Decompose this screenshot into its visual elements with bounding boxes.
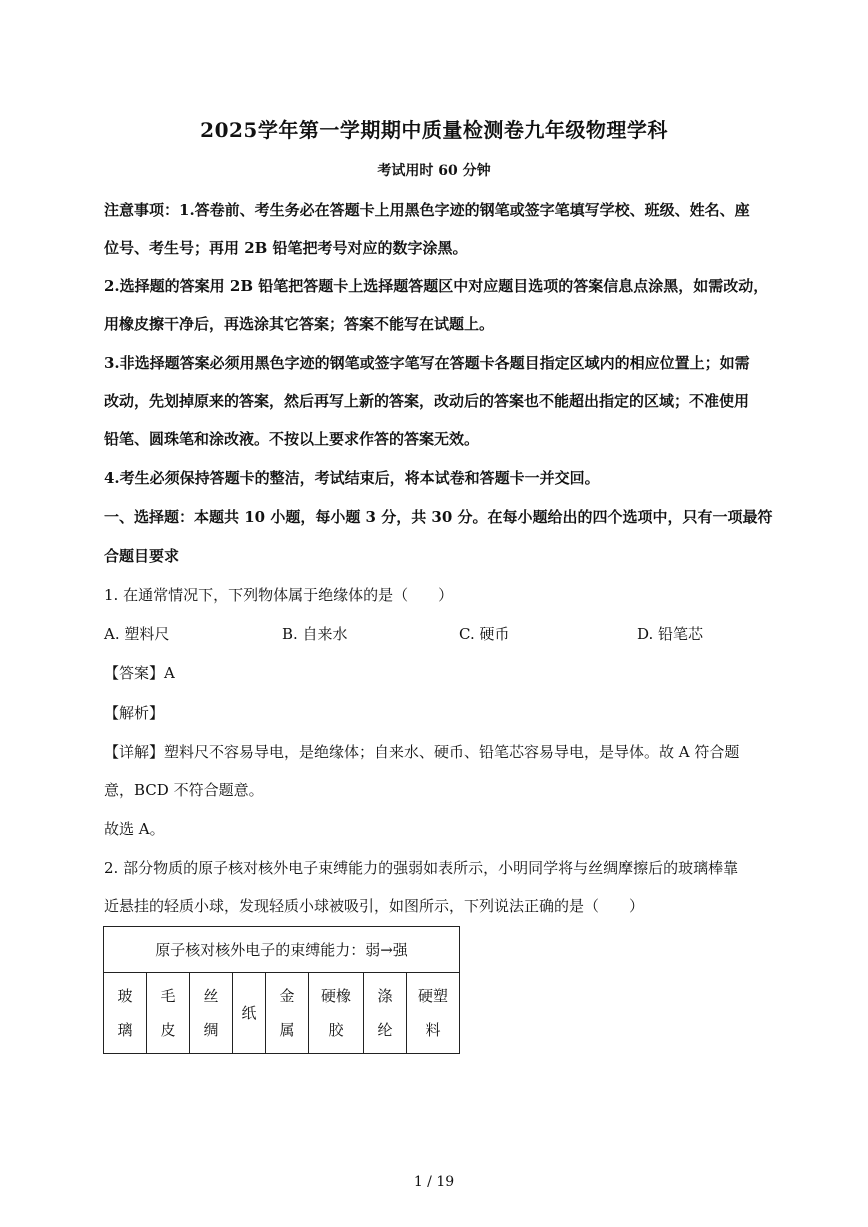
- notice-line: 位号、考生号；再用 2B 铅笔把考号对应的数字涂黑。: [104, 239, 468, 257]
- exam-title: 2025学年第一学期期中质量检测卷九年级物理学科: [200, 118, 668, 142]
- notice-line: 3.非选择题答案必须用黑色字迹的钢笔或签字笔写在答题卡各题目指定区域内的相应位置上；如需: [104, 354, 750, 372]
- notice-line: 4.考生必须保持答题卡的整洁，考试结束后，将本试卷和答题卡一并交回。: [104, 469, 600, 487]
- binding-ability-table: [103, 926, 460, 1054]
- q1-analysis-label: 【解析】: [104, 704, 165, 722]
- notice-line: 用橡皮擦干净后，再选涂其它答案；答案不能写在试题上。: [104, 315, 495, 333]
- q1-option-b: B. 自来水: [282, 625, 348, 643]
- page-number: 1 / 19: [413, 1174, 455, 1190]
- q1-answer: 【答案】A: [104, 664, 175, 682]
- table-cell-silk: 丝 绸: [190, 973, 233, 1054]
- table-cell-hard-plastic: 硬塑 料: [407, 973, 460, 1054]
- q1-detail-line: 【详解】塑料尺不容易导电，是绝缘体；自来水、硬币、铅笔芯容易导电，是导体。故 A 符合题: [104, 743, 740, 761]
- section-heading: 一、选择题：本题共 10 小题，每小题 3 分，共 30 分。在每小题给出的四个选项中，只有一项最符: [104, 508, 773, 526]
- table-cell-hard-rubber: 硬橡 胶: [309, 973, 364, 1054]
- table-header: 原子核对核外电子的束缚能力：弱→强: [104, 927, 460, 973]
- table-cell-glass: 玻 璃: [104, 973, 147, 1054]
- notice-line: 注意事项：1.答卷前、考生务必在答题卡上用黑色字迹的钢笔或签字笔填写学校、班级、姓名、座: [104, 201, 750, 219]
- section-heading: 合题目要求: [104, 547, 180, 565]
- q1-option-c: C. 硬币: [459, 625, 510, 643]
- exam-duration: 考试用时 60 分钟: [377, 163, 491, 179]
- q1-option-d: D. 铅笔芯: [637, 625, 704, 643]
- question-2-stem: 2. 部分物质的原子核对核外电子束缚能力的强弱如表所示，小明同学将与丝绸摩擦后的玻璃棒靠: [104, 859, 739, 877]
- q1-detail-line: 意，BCD 不符合题意。: [104, 781, 264, 799]
- table-cell-polyester: 涤 纶: [364, 973, 407, 1054]
- question-2-stem: 近悬挂的轻质小球，发现轻质小球被吸引，如图所示，下列说法正确的是（ ）: [104, 897, 645, 915]
- table-cell-metal: 金 属: [266, 973, 309, 1054]
- notice-line: 改动，先划掉原来的答案，然后再写上新的答案，改动后的答案也不能超出指定的区域；不准使用: [104, 392, 750, 410]
- question-1-stem: 1. 在通常情况下，下列物体属于绝缘体的是（ ）: [104, 586, 454, 604]
- notice-line: 铅笔、圆珠笔和涂改液。不按以上要求作答的答案无效。: [104, 430, 480, 448]
- table-cell-fur: 毛 皮: [147, 973, 190, 1054]
- q1-conclusion: 故选 A。: [104, 820, 165, 838]
- table-cell-paper: 纸: [233, 973, 266, 1054]
- q1-option-a: A. 塑料尺: [104, 625, 170, 643]
- notice-line: 2.选择题的答案用 2B 铅笔把答题卡上选择题答题区中对应题目选项的答案信息点涂黑，如需改动，: [104, 277, 769, 295]
